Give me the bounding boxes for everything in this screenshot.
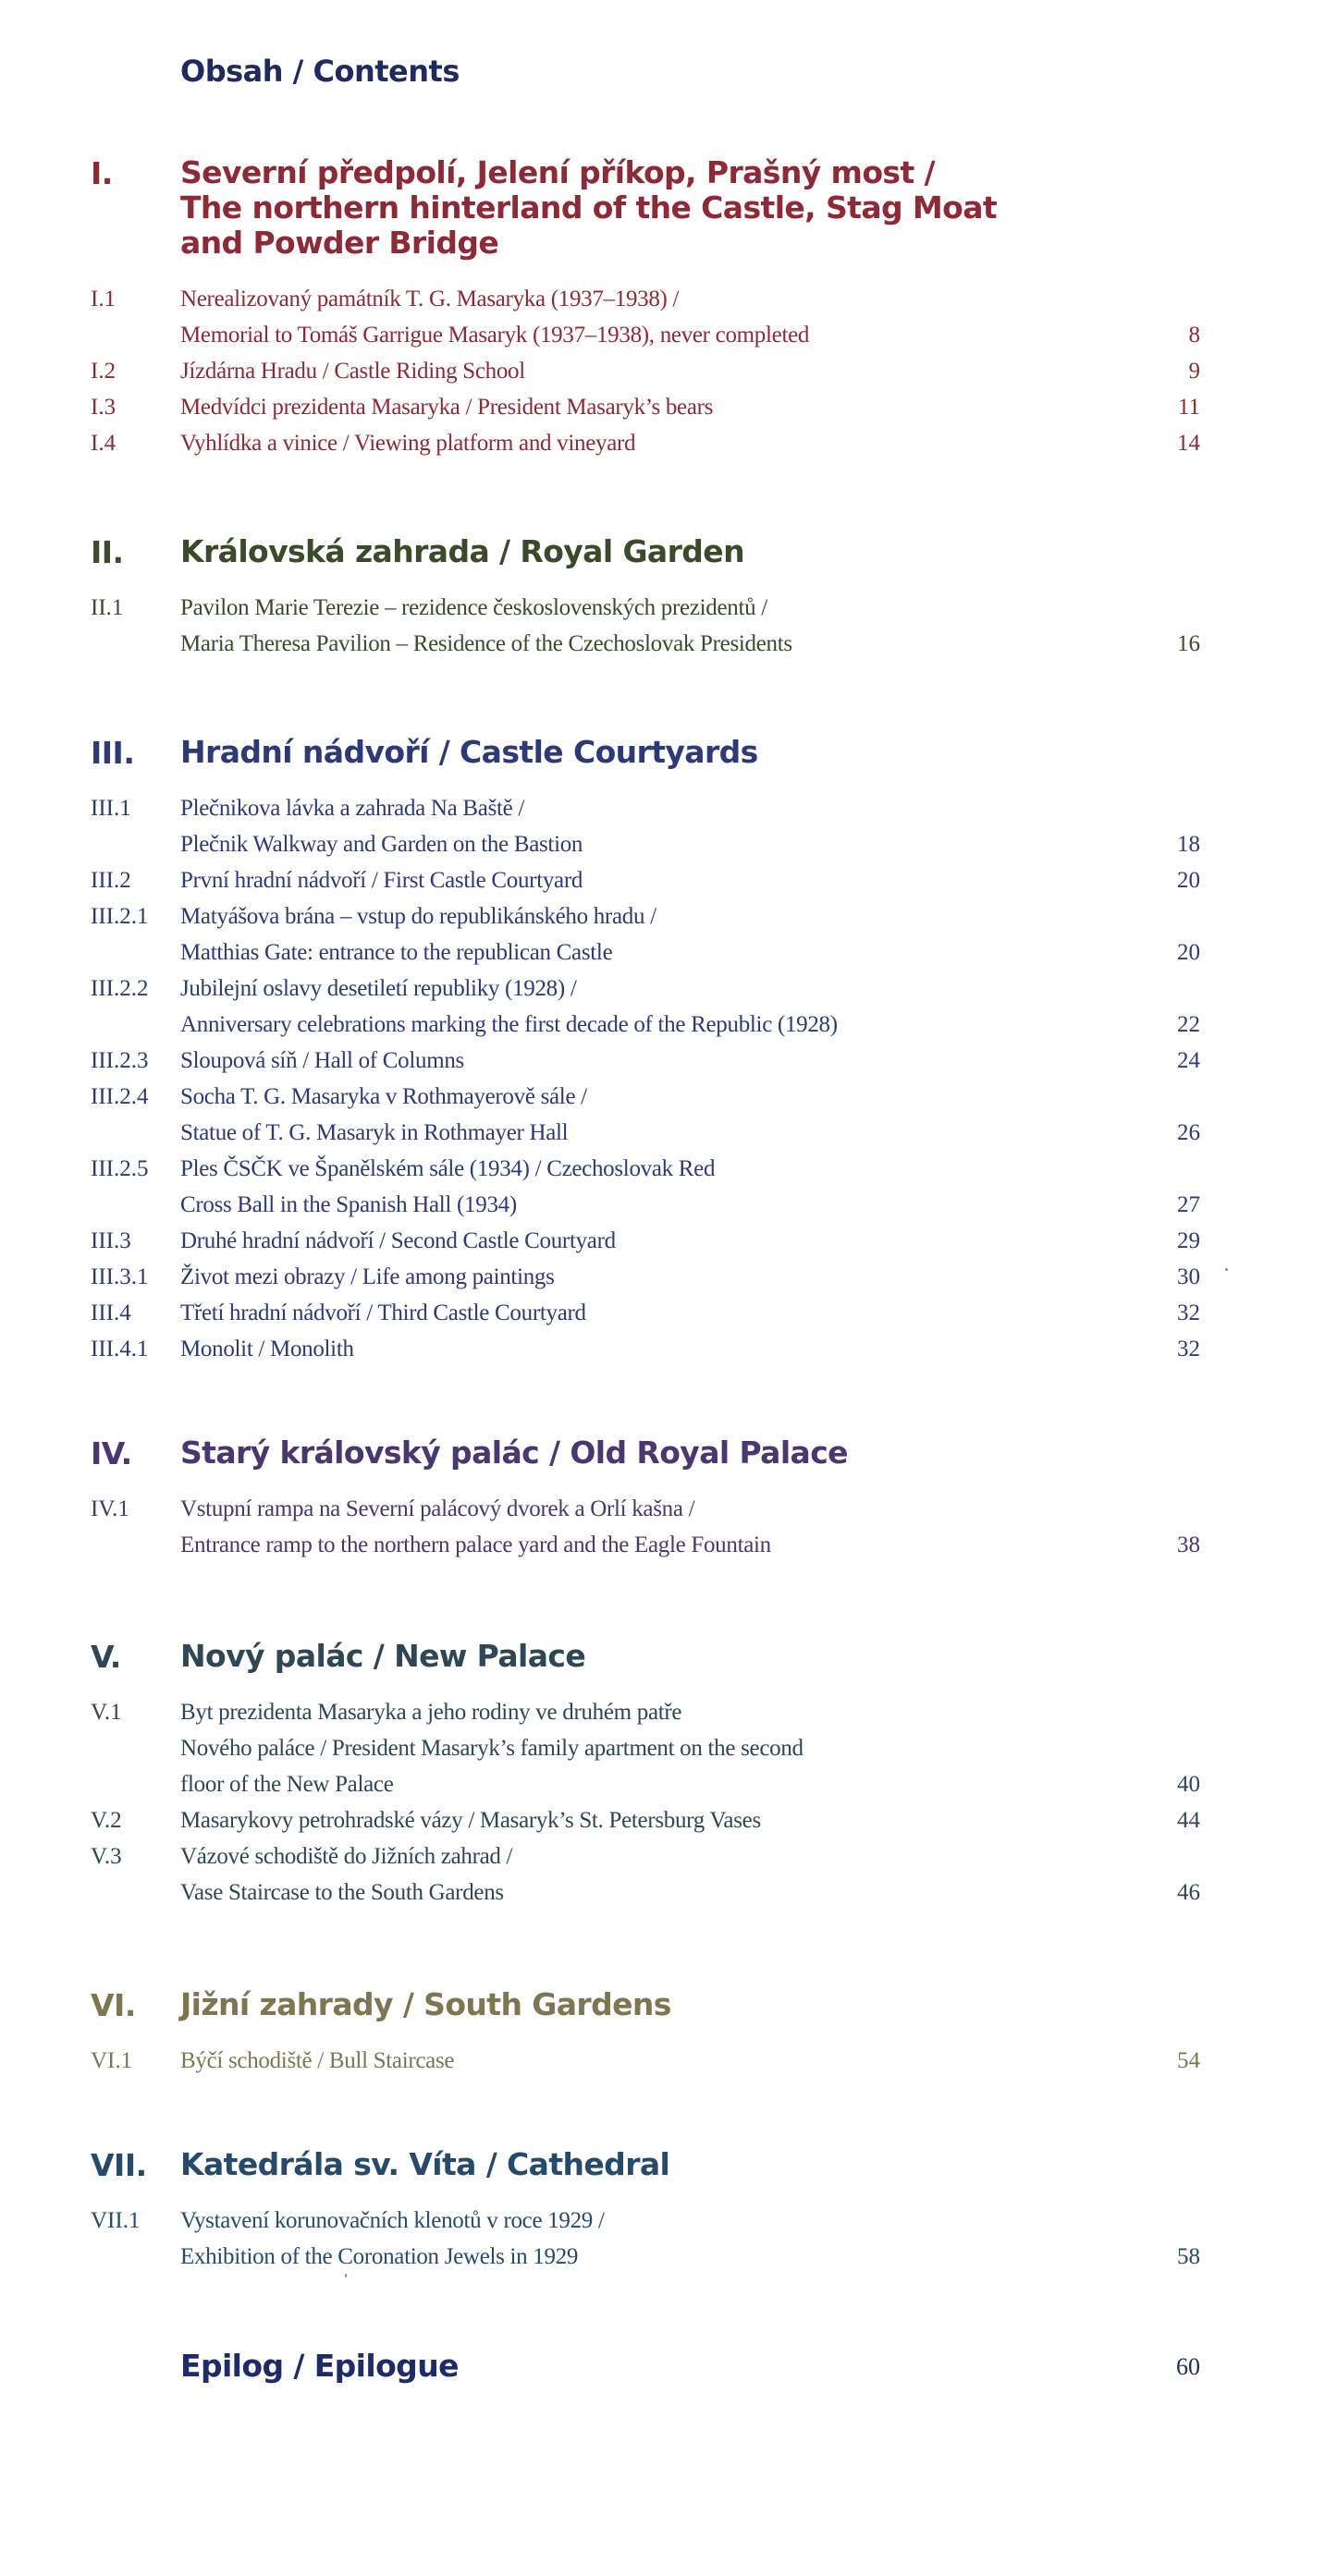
- paper-speck: [1225, 1268, 1228, 1271]
- section-title: [180, 735, 1200, 770]
- entry-page-number: 22: [1177, 1012, 1200, 1037]
- entry-page-number: 18: [1177, 832, 1200, 857]
- entry-title: [180, 1331, 994, 1367]
- entry-title-line: Druhé hradní nádvoří / Second Castle Courtyard: [180, 1228, 616, 1253]
- entry-title-line: Entrance ramp to the northern palace yard and the Eagle Fountain: [180, 1532, 771, 1557]
- entry-title-line: Memorial to Tomáš Garrigue Masaryk (1937–1938), never completed: [180, 323, 810, 348]
- section: [91, 2147, 1200, 2275]
- section-title: [180, 1987, 1200, 2022]
- section-title: [180, 1639, 1200, 1674]
- entry-number: VI.1: [91, 2048, 133, 2073]
- entry-page-number: 30: [1177, 1264, 1200, 1289]
- entry-page-number: 29: [1177, 1228, 1200, 1253]
- entry-number: III.2.3: [91, 1048, 149, 1073]
- entry-number: III.2.2: [91, 976, 149, 1001]
- entry-title-line: Plečnik Walkway and Garden on the Bastion: [180, 832, 583, 857]
- section-items: [91, 2043, 1200, 2079]
- entry-page-number: 46: [1177, 1880, 1200, 1905]
- entry-title: [180, 1223, 994, 1259]
- entry-title: [180, 1259, 994, 1295]
- toc-entry[interactable]: [91, 2203, 1200, 2275]
- entry-page-number: 38: [1177, 1532, 1200, 1557]
- entry-title-line: Vstupní rampa na Severní palácový dvorek a Orlí kašna /: [180, 1496, 695, 1521]
- section-title-line: Jižní zahrady / South Gardens: [180, 1986, 671, 2022]
- toc-entry[interactable]: [91, 425, 1200, 461]
- entry-number: IV.1: [91, 1496, 129, 1521]
- entry-title-line: Masarykovy petrohradské vázy / Masaryk’s St. Petersburg Vases: [180, 1808, 761, 1833]
- entry-title: [180, 425, 994, 461]
- section-title-line: Královská zahrada / Royal Garden: [180, 533, 744, 569]
- entry-number: III.2.1: [91, 904, 149, 929]
- section-title: [180, 155, 1200, 261]
- entry-number: V.1: [91, 1700, 122, 1725]
- entry-page-number: 40: [1177, 1772, 1200, 1797]
- entry-title-line: První hradní nádvoří / First Castle Courtyard: [180, 868, 583, 893]
- entry-number: I.3: [91, 395, 117, 420]
- toc-entry[interactable]: [91, 389, 1200, 425]
- entry-title: [180, 1694, 994, 1802]
- entry-title-line: Vase Staircase to the South Gardens: [180, 1880, 504, 1905]
- section-items: [91, 2203, 1200, 2275]
- entry-page-number: 44: [1177, 1808, 1200, 1833]
- entry-title: [180, 389, 994, 425]
- section: [91, 1987, 1200, 2079]
- section-items: [91, 790, 1200, 1367]
- section-items: [91, 1491, 1200, 1563]
- section-title-line: Severní předpolí, Jelení příkop, Prašný most /: [180, 154, 935, 190]
- toc-entry[interactable]: [91, 1295, 1200, 1331]
- entry-title: [180, 862, 994, 898]
- entry-number: III.2: [91, 868, 131, 893]
- epilog-title: Epilog / Epilogue: [180, 2348, 459, 2384]
- section-title-line: Katedrála sv. Víta / Cathedral: [180, 2146, 670, 2182]
- entry-title-line: Monolit / Monolith: [180, 1337, 354, 1361]
- entry-title-line: Anniversary celebrations marking the first decade of the Republic (1928): [180, 1012, 838, 1037]
- section-number: VII.: [91, 2147, 147, 2183]
- entry-title-line: Vyhlídka a vinice / Viewing platform and vineyard: [180, 431, 636, 456]
- section-heading[interactable]: [91, 155, 1200, 261]
- entry-title: [180, 898, 994, 971]
- entry-title-line: floor of the New Palace: [180, 1772, 394, 1797]
- section-title-line: and Powder Bridge: [180, 225, 499, 261]
- section: [91, 735, 1200, 1367]
- entry-title: [180, 353, 994, 389]
- entry-title: [180, 1295, 994, 1331]
- section-items: [91, 281, 1200, 461]
- entry-page-number: 26: [1177, 1120, 1200, 1145]
- entry-title-line: Cross Ball in the Spanish Hall (1934): [180, 1192, 517, 1217]
- section: [91, 1639, 1200, 1911]
- section-title-line: Hradní nádvoří / Castle Courtyards: [180, 734, 758, 770]
- section-heading[interactable]: [91, 1987, 1200, 2022]
- section-heading[interactable]: [91, 534, 1200, 569]
- toc-entry[interactable]: [91, 1043, 1200, 1079]
- entry-page-number: 20: [1177, 868, 1200, 893]
- entry-title: [180, 1491, 994, 1563]
- toc-entry[interactable]: [91, 353, 1200, 389]
- entry-page-number: 20: [1177, 940, 1200, 965]
- toc-entry[interactable]: [91, 1694, 1200, 1802]
- entry-title: [180, 1043, 994, 1079]
- entry-page-number: 9: [1188, 359, 1200, 384]
- entry-number: V.2: [91, 1808, 122, 1833]
- section-heading[interactable]: [91, 1435, 1200, 1471]
- toc-entry[interactable]: [91, 1838, 1200, 1911]
- entry-title-line: Jubilejní oslavy desetiletí republiky (1928) /: [180, 976, 577, 1001]
- entry-number: III.4: [91, 1300, 131, 1325]
- entry-number: III.4.1: [91, 1337, 149, 1361]
- section-number: IV.: [91, 1435, 132, 1471]
- entry-title-line: Ples ČSČK ve Španělském sále (1934) / Czechoslovak Red: [180, 1156, 716, 1181]
- entry-number: I.2: [91, 359, 117, 384]
- toc-entry[interactable]: [91, 2043, 1200, 2079]
- entry-title-line: Sloupová síň / Hall of Columns: [180, 1048, 464, 1073]
- paper-speck: [345, 2274, 347, 2277]
- toc-entry[interactable]: [91, 971, 1200, 1043]
- section-heading[interactable]: [91, 2147, 1200, 2182]
- section-title-line: Starý královský palác / Old Royal Palace: [180, 1435, 848, 1471]
- entry-page-number: 54: [1177, 2048, 1200, 2073]
- entry-title-line: Nerealizovaný památník T. G. Masaryka (1937–1938) /: [180, 287, 680, 311]
- entry-title: [180, 2043, 994, 2079]
- section-number: VI.: [91, 1987, 136, 2023]
- entry-number: III.2.5: [91, 1156, 149, 1181]
- entry-title: [180, 281, 994, 353]
- entry-page-number: 27: [1177, 1192, 1200, 1217]
- entry-title: [180, 971, 994, 1043]
- entry-title-line: Vázové schodiště do Jižních zahrad /: [180, 1844, 513, 1869]
- section-title-line: The northern hinterland of the Castle, Stag Moat: [180, 189, 998, 226]
- entry-title-line: Život mezi obrazy / Life among paintings: [180, 1264, 555, 1289]
- section-heading[interactable]: [91, 735, 1200, 770]
- section-title-line: Nový palác / New Palace: [180, 1638, 586, 1674]
- section-number: I.: [91, 155, 113, 191]
- entry-number: III.1: [91, 796, 131, 821]
- entry-title: [180, 2203, 994, 2275]
- entry-number: III.3.1: [91, 1264, 149, 1289]
- entry-number: I.1: [91, 287, 117, 311]
- section: [91, 1435, 1200, 1563]
- section-heading[interactable]: [91, 1639, 1200, 1674]
- section-title: [180, 2147, 1200, 2182]
- entry-title-line: Medvídci prezidenta Masaryka / President Masaryk’s bears: [180, 395, 714, 420]
- entry-page-number: 58: [1177, 2244, 1200, 2269]
- entry-title-line: Maria Theresa Pavilion – Residence of the Czechoslovak Presidents: [180, 631, 792, 656]
- entry-title: [180, 790, 994, 862]
- entry-title-line: Pavilon Marie Terezie – rezidence československých prezidentů /: [180, 595, 767, 620]
- entry-title-line: Matthias Gate: entrance to the republican Castle: [180, 940, 613, 965]
- entry-title-line: Matyášova brána – vstup do republikánského hradu /: [180, 904, 656, 929]
- section-title: [180, 1435, 1200, 1471]
- toc-entry[interactable]: [91, 281, 1200, 353]
- entry-title-line: Jízdárna Hradu / Castle Riding School: [180, 359, 525, 384]
- entry-title-line: Nového paláce / President Masaryk’s family apartment on the second: [180, 1736, 804, 1761]
- entry-page-number: 32: [1177, 1300, 1200, 1325]
- section-number: V.: [91, 1639, 121, 1675]
- toc-entry[interactable]: [91, 1491, 1200, 1563]
- epilog-entry[interactable]: [91, 2348, 1200, 2384]
- entry-number: III.3: [91, 1228, 131, 1253]
- entry-title: [180, 1802, 994, 1838]
- section: [91, 155, 1200, 461]
- entry-title-line: Exhibition of the Coronation Jewels in 1929: [180, 2244, 579, 2269]
- section-number: III.: [91, 735, 135, 771]
- toc-entry[interactable]: [91, 1223, 1200, 1259]
- entry-title-line: Socha T. G. Masaryka v Rothmayerově sále /: [180, 1084, 587, 1109]
- toc-entry[interactable]: [91, 1079, 1200, 1151]
- page-title: Obsah / Contents: [180, 54, 460, 89]
- toc-entry[interactable]: [91, 862, 1200, 898]
- entry-page-number: 11: [1177, 395, 1200, 420]
- toc-entry[interactable]: [91, 1259, 1200, 1295]
- section-items: [91, 590, 1200, 662]
- section-number: II.: [91, 534, 124, 570]
- entry-title-line: Statue of T. G. Masaryk in Rothmayer Hall: [180, 1120, 569, 1145]
- entry-page-number: 8: [1188, 323, 1200, 348]
- section-items: [91, 1694, 1200, 1911]
- entry-number: I.4: [91, 431, 117, 456]
- entry-page-number: 32: [1177, 1337, 1200, 1361]
- entry-number: III.2.4: [91, 1084, 149, 1109]
- entry-title: [180, 1151, 994, 1223]
- entry-page-number: 24: [1177, 1048, 1200, 1073]
- epilog-page-number: 60: [1176, 2353, 1200, 2380]
- section-title: [180, 534, 1200, 569]
- entry-title: [180, 1079, 994, 1151]
- entry-number: II.1: [91, 595, 124, 620]
- entry-title: [180, 1838, 994, 1911]
- entry-number: VII.1: [91, 2208, 141, 2233]
- toc-entry[interactable]: [91, 590, 1200, 662]
- entry-title-line: Byt prezidenta Masaryka a jeho rodiny ve druhém patře: [180, 1700, 682, 1725]
- entry-title-line: Plečnikova lávka a zahrada Na Baště /: [180, 796, 525, 821]
- toc-entry[interactable]: [91, 898, 1200, 971]
- toc-entry[interactable]: [91, 1151, 1200, 1223]
- entry-number: V.3: [91, 1844, 122, 1869]
- entry-page-number: 14: [1177, 431, 1200, 456]
- toc-entry[interactable]: [91, 1331, 1200, 1367]
- entry-title-line: Býčí schodiště / Bull Staircase: [180, 2048, 455, 2073]
- entry-title-line: Vystavení korunovačních klenotů v roce 1929 /: [180, 2208, 605, 2233]
- entry-page-number: 16: [1177, 631, 1200, 656]
- toc-entry[interactable]: [91, 790, 1200, 862]
- entry-title: [180, 590, 994, 662]
- toc-entry[interactable]: [91, 1802, 1200, 1838]
- section: [91, 534, 1200, 662]
- entry-title-line: Třetí hradní nádvoří / Third Castle Courtyard: [180, 1300, 586, 1325]
